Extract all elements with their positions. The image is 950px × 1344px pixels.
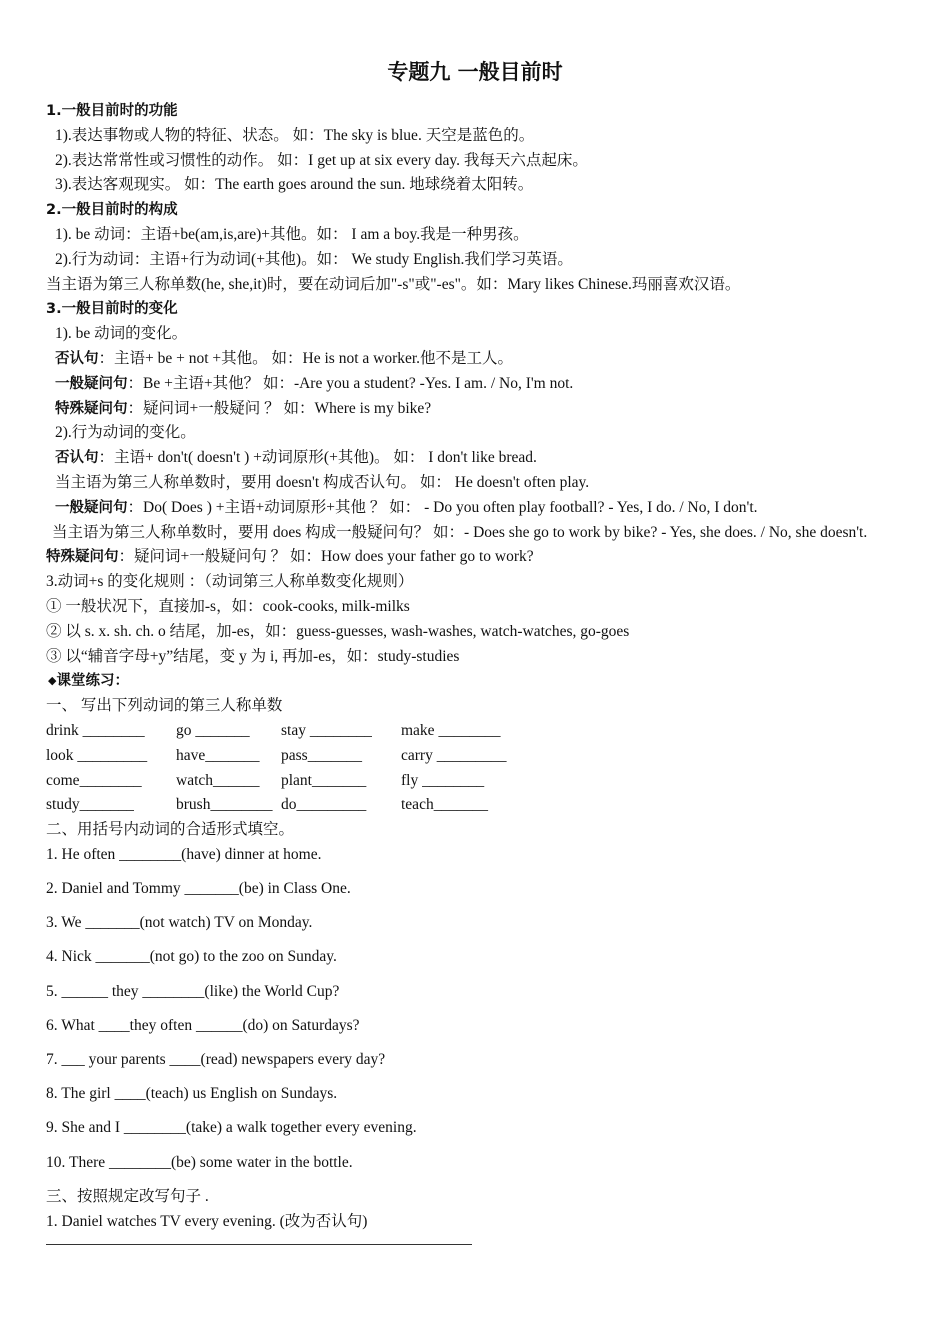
rewrite-item: 1. Daniel watches TV every evening. (改为否认句) [46,1212,368,1230]
be-negative-text: ：主语+ be + not +其他。 如：He is not a worker.他不是工人。 [98,349,514,367]
verb-wh-question-rule [46,545,910,570]
verb-question-text: ：Do( Does ) +主语+动词原形+其他 ？ 如： - Do you often play football? - Yes, I do. / No, I don't. [127,498,758,516]
section-3-heading: 3.一般目前时的变化 [46,301,178,318]
section-1-item: 3).表达客观现实。 如：The earth goes around the sun. 地球绕着太阳转。 [55,176,534,194]
fill-in-item[interactable]: 9. She and I ________(take) a walk together every evening. [46,1119,417,1137]
verb-blank[interactable]: go _______ [176,721,250,739]
verb-blank[interactable]: look _________ [46,746,148,764]
verb-blank-row [46,769,910,794]
verb-blank-row [46,744,910,769]
diamond-bullet-icon: ◆ [48,674,57,688]
verb-blank[interactable]: brush________ [176,796,273,814]
be-negative-label: 否认句 [55,350,99,367]
fill-in-item[interactable]: 2. Daniel and Tommy _______(be) in Class One. [46,880,351,898]
document-title: 专题九 一般目前时 [387,60,563,84]
verb-change-heading: 2).行为动词的变化。 [55,424,196,442]
be-question-label: 一般疑问句 [55,375,128,392]
verb-blank[interactable]: do_________ [281,796,367,814]
rules-heading: 3.动词+s 的变化规则 ：（动词第三人称单数变化规则） [46,573,414,591]
verb-blank[interactable]: stay ________ [281,721,372,739]
verb-question-note: 当主语为第三人称单数时，要用 does 构成一般疑问句？ 如：- Does she go to work by bike? - Yes, she does. / No, she doesn't. [52,523,868,541]
part-3-heading: 三、按照规定改写句子 . [46,1187,209,1205]
verb-blank[interactable]: make ________ [401,721,501,739]
part-1-heading: 一、 写出下列动词的第三人称单数 [46,697,283,715]
be-change-heading: 1). be 动词的变化。 [55,325,188,343]
document-body [46,99,910,1245]
be-wh-question-text: ：疑问词+一般疑问 ？ 如：Where is my bike? [127,399,432,417]
section-2-item: 2).行为动词：主语+行为动词(+其他)。如： We study English.我们学习英语。 [55,250,573,268]
rule-item: ① 一般状况下，直接加-s，如：cook-cooks, milk-milks [46,597,410,615]
verb-blank[interactable]: have_______ [176,746,260,764]
fill-in-item[interactable]: 10. There ________(be) some water in the bottle. [46,1153,353,1171]
answer-line[interactable] [46,1244,472,1245]
fill-in-item[interactable]: 3. We _______(not watch) TV on Monday. [46,914,313,932]
section-2-note: 当主语为第三人称单数(he, she,it)时，要在动词后加"-s"或"-es"。如：Mary likes Chinese.玛丽喜欢汉语。 [46,275,741,293]
be-question-rule [46,372,910,397]
be-negative-rule [46,347,910,372]
section-1-heading: 1.一般目前时的功能 [46,103,178,119]
verb-negative-label: 否认句 [55,450,99,467]
verb-question-label: 一般疑问句 [55,499,128,516]
practice-heading [46,669,910,694]
verb-blank-row [46,719,910,744]
verb-blank[interactable]: drink ________ [46,721,145,739]
verb-blank[interactable]: plant_______ [281,771,367,789]
fill-in-item[interactable]: 5. ______ they ________(like) the World Cup? [46,982,340,1000]
verb-blank-row [46,793,910,818]
practice-label: 课堂练习： [56,673,129,690]
verb-question-rule [46,496,910,521]
part-2-heading: 二、用括号内动词的合适形式填空。 [46,821,295,839]
verb-blank[interactable]: teach_______ [401,796,488,814]
section-2-heading: 2.一般目前时的构成 [46,202,178,219]
verb-blank[interactable]: carry _________ [401,746,507,764]
verb-blank[interactable]: study_______ [46,796,134,814]
verb-blank[interactable]: watch______ [176,771,260,789]
fill-in-item[interactable]: 6. What ____they often ______(do) on Saturdays? [46,1016,360,1034]
verb-negative-rule [46,446,910,471]
verb-negative-note: 当主语为第三人称单数时，要用 doesn't 构成否认句。 如： He doesn't often play. [55,473,590,491]
verb-blank[interactable]: pass_______ [281,746,362,764]
be-wh-question-rule [46,397,910,422]
verb-negative-text: ：主语+ don't( doesn't ) +动词原形(+其他)。 如： I don't like bread. [98,449,537,467]
be-question-text: ：Be +主语+其他？ 如：-Are you a student? -Yes. I am. / No, I'm not. [127,374,574,392]
verb-wh-question-label: 特殊疑问句 [46,549,119,566]
fill-in-item[interactable]: 7. ___ your parents ____(read) newspapers every day? [46,1051,386,1069]
section-1-item: 2).表达常常性或习惯性的动作。 如：I get up at six every day. 我每天六点起床。 [55,151,588,169]
rule-item: ③ 以“辅音字母+y”结尾，变 y 为 i, 再加-es，如：study-studies [46,647,460,665]
verb-blank[interactable]: come________ [46,771,142,789]
verb-wh-question-text: ：疑问词+一般疑问句 ？ 如：How does your father go to work? [118,548,534,566]
fill-in-item[interactable]: 8. The girl ____(teach) us English on Sundays. [46,1085,338,1103]
rule-item: ② 以 s. x. sh. ch. o 结尾，加-es，如：guess-guesses, wash-washes, watch-watches, go-goes [46,622,630,640]
verb-blank[interactable]: fly ________ [401,771,485,789]
section-1-item: 1).表达事物或人物的特征、状态。 如：The sky is blue. 天空是蓝色的。 [55,126,535,144]
be-wh-question-label: 特殊疑问句 [55,400,128,417]
fill-in-item[interactable]: 1. He often ________(have) dinner at home. [46,845,322,863]
section-2-item: 1). be 动词：主语+be(am,is,are)+其他。如： I am a boy.我是一种男孩。 [55,225,529,243]
fill-in-item[interactable]: 4. Nick _______(not go) to the zoo on Sunday. [46,948,337,966]
